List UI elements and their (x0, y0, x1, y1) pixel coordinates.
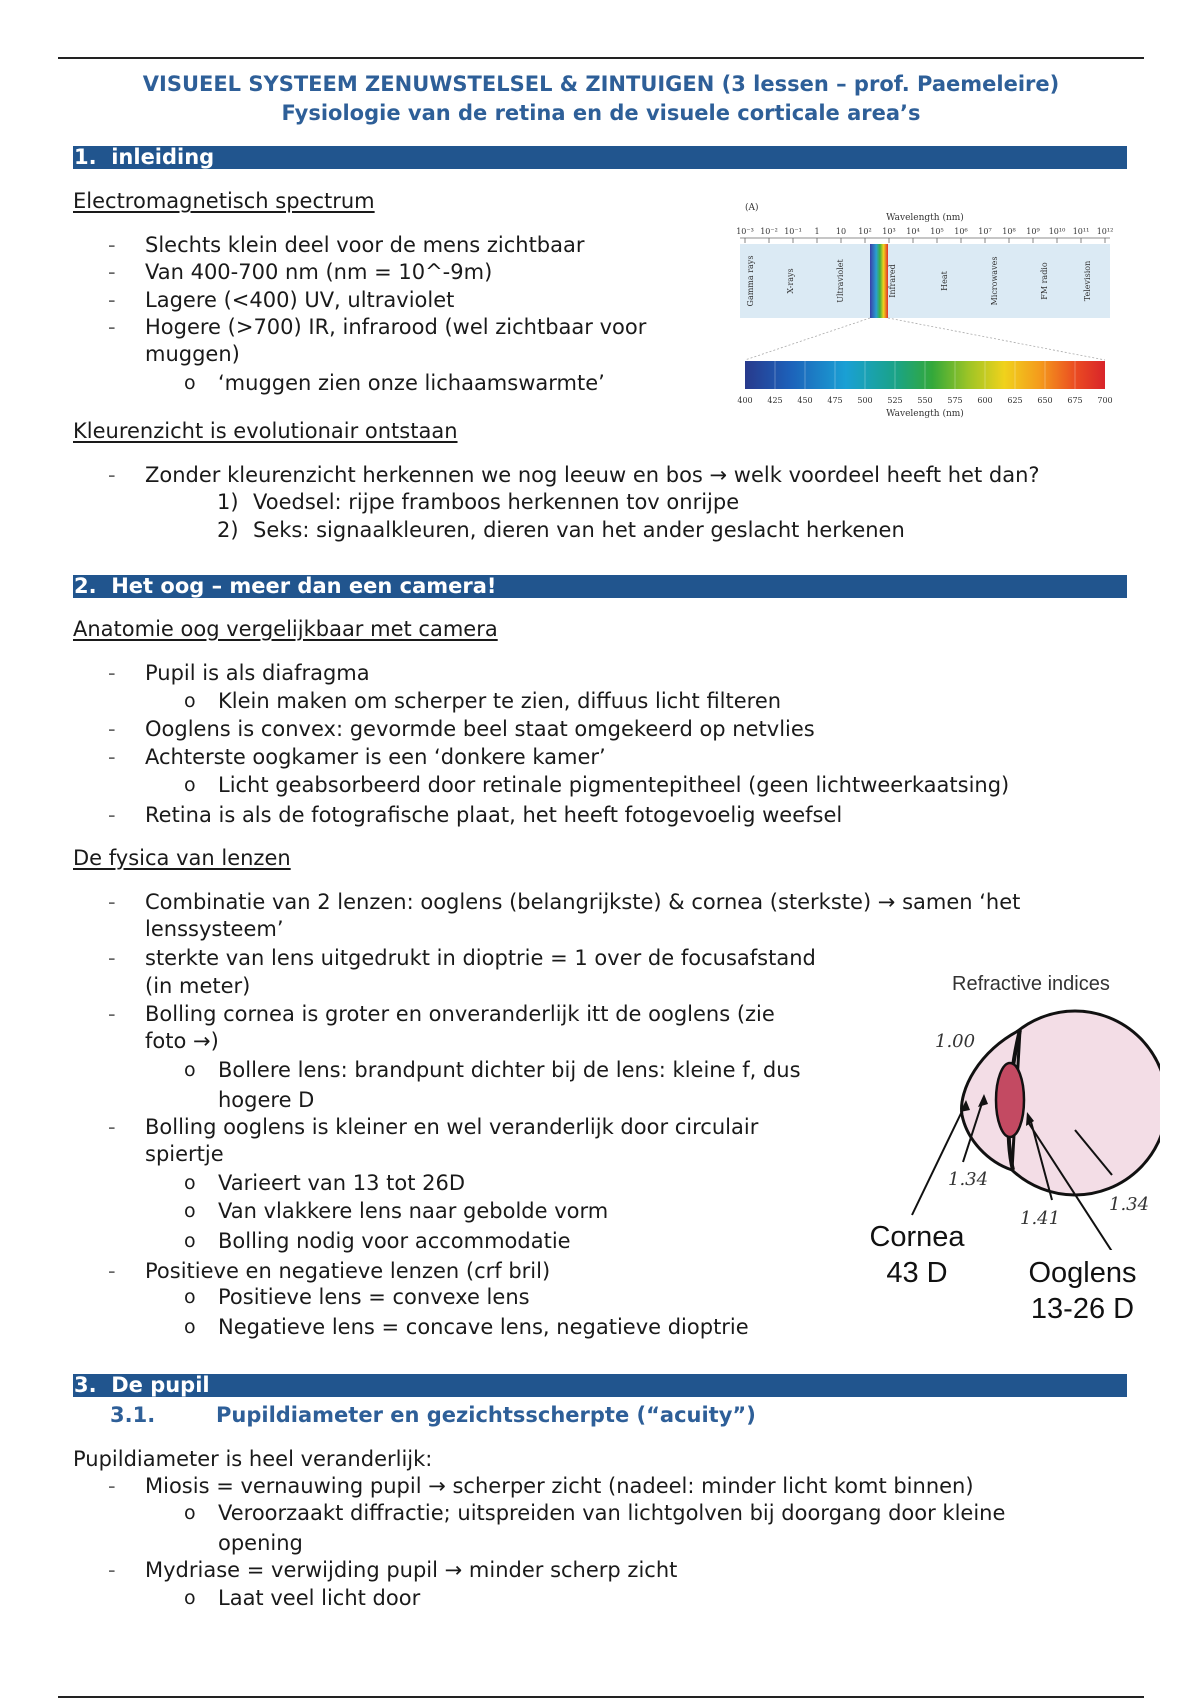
subsection-number: 3.1. (110, 1403, 156, 1427)
subsection-title: Pupildiameter en gezichtsscherpte (“acuity”) (216, 1403, 756, 1427)
numbered-item: 1) Voedsel: rijpe framboos herkennen tov onrijpe (217, 490, 740, 514)
band-label: Heat (940, 271, 949, 291)
band-label: Gamma rays (746, 255, 755, 307)
top-tick-label: 10⁵ (930, 227, 944, 236)
ooglens-label: Ooglens 13-26 D (1028, 1257, 1137, 1325)
section-2-bar (73, 575, 1127, 598)
sub-list-item: o Negatieve lens = concave lens, negatieve dioptrie (184, 1315, 749, 1339)
list-item: - Bolling ooglens is kleiner en wel veranderlijk door circulair (108, 1115, 759, 1139)
list-item: - Zonder kleurenzicht herkennen we nog leeuw en bos → welk voordeel heeft het dan? (108, 463, 1040, 487)
bottom-tick-label: 450 (797, 396, 813, 405)
list-item: - Combinatie van 2 lenzen: ooglens (belangrijkste) & cornea (sterkste) → samen ‘het (108, 890, 1021, 914)
bottom-tick-label: 575 (947, 396, 963, 405)
section-1-bar (73, 146, 1127, 169)
color-vision-heading: Kleurenzicht is evolutionair ontstaan (73, 419, 458, 443)
visible-strip (870, 244, 888, 318)
page-title: VISUEEL SYSTEEM ZENUWSTELSEL & ZINTUIGEN (3 lessen – prof. Paemeleire) (142, 72, 1060, 96)
bottom-tick-label: 400 (737, 396, 753, 405)
bottom-tick-label: 425 (767, 396, 783, 405)
lens-physics-heading: De fysica van lenzen (73, 846, 291, 870)
section-2-number: 2. (74, 574, 97, 598)
label-vitreous: 1.34 (1109, 1194, 1150, 1215)
list-item: - Slechts klein deel voor de mens zichtbaar (108, 233, 585, 257)
spectrum-band-background (740, 244, 1110, 318)
top-tick-label: 10⁶ (954, 227, 968, 236)
section-3-title: De pupil (111, 1373, 210, 1397)
bottom-tick-label: 650 (1037, 396, 1053, 405)
label-aqueous: 1.34 (948, 1169, 989, 1190)
bottom-rule (58, 1696, 1144, 1698)
list-item-continuation: (in meter) (145, 974, 251, 998)
cornea-label: Cornea 43 D (869, 1221, 965, 1289)
section-2-title: Het oog – meer dan een camera! (111, 574, 497, 598)
list-item: - Van 400-700 nm (nm = 10^-9m) (108, 260, 493, 284)
band-label: Microwaves (990, 256, 999, 306)
zoom-line-right (888, 318, 1105, 360)
list-item: - Achterste oogkamer is een ‘donkere kamer’ (108, 745, 606, 769)
sub-list-item: o Licht geabsorbeerd door retinale pigmentepitheel (geen lichtweerkaatsing) (184, 773, 1010, 797)
sub-list-item: o Varieert van 13 tot 26D (184, 1171, 466, 1195)
section-1-title: inleiding (111, 145, 215, 169)
top-tick-label: 10¹² (1096, 227, 1114, 236)
top-tick-label: 10⁹ (1026, 227, 1040, 236)
top-tick-label: 10⁴ (906, 227, 920, 236)
band-label: X-rays (786, 268, 795, 294)
bottom-tick-label: 700 (1097, 396, 1113, 405)
anatomy-heading: Anatomie oog vergelijkbaar met camera (73, 617, 498, 641)
list-item: - Pupil is als diafragma (108, 661, 370, 685)
sub-list-item: o ‘muggen zien onze lichaamswarmte’ (184, 371, 605, 395)
spectrum-bottom-axis-label: Wavelength (nm) (886, 409, 964, 419)
eye-figure-title: Refractive indices (952, 973, 1110, 995)
sub-list-item-continuation: opening (218, 1531, 303, 1555)
numbered-item: 2) Seks: signaalkleuren, dieren van het ander geslacht herkenen (217, 518, 905, 542)
top-tick-label: 1 (814, 227, 820, 236)
list-item: - Positieve en negatieve lenzen (crf bril) (108, 1259, 551, 1283)
top-tick-label: 10² (858, 227, 872, 236)
bottom-tick-label: 625 (1007, 396, 1023, 405)
list-item: - Mydriase = verwijding pupil → minder scherp zicht (108, 1558, 678, 1582)
top-tick-label: 10³ (882, 227, 896, 236)
crystalline-lens (996, 1063, 1024, 1137)
section-3-bar (73, 1374, 1127, 1397)
page-subtitle: Fysiologie van de retina en de visuele corticale area’s (281, 101, 921, 125)
bottom-tick-label: 525 (887, 396, 903, 405)
top-tick-label: 10¹¹ (1072, 227, 1090, 236)
label-lens-index: 1.41 (1020, 1208, 1061, 1229)
bottom-tick-label: 500 (857, 396, 873, 405)
section-1-number: 1. (74, 145, 97, 169)
list-item: - Ooglens is convex: gevormde beel staat omgekeerd op netvlies (108, 717, 815, 741)
list-item: - sterkte van lens uitgedrukt in dioptrie = 1 over de focusafstand (108, 946, 816, 970)
sub-list-item: o Bollere lens: brandpunt dichter bij de lens: kleine f, dus (184, 1058, 801, 1082)
spectrum-figure (735, 198, 1120, 420)
spectrum-top-axis-label: Wavelength (nm) (886, 213, 964, 223)
sub-list-item: o Veroorzaakt diffractie; uitspreiden van lichtgolven bij doorgang door kleine (184, 1501, 1006, 1525)
band-label: Television (1083, 260, 1092, 302)
list-item: - Bolling cornea is groter en onveranderlijk itt de ooglens (zie (108, 1002, 775, 1026)
sub-list-item: o Laat veel licht door (184, 1586, 421, 1610)
top-tick-label: 10⁸ (1002, 227, 1016, 236)
sub-list-item: o Klein maken om scherper te zien, diffuus licht filteren (184, 689, 782, 713)
bottom-tick-label: 550 (917, 396, 933, 405)
sub-list-item: o Van vlakkere lens naar gebolde vorm (184, 1199, 609, 1223)
list-item-continuation: muggen) (145, 342, 240, 366)
list-item: - Lagere (<400) UV, ultraviolet (108, 288, 455, 312)
band-label: FM radio (1040, 262, 1049, 300)
section-3-number: 3. (74, 1373, 97, 1397)
bottom-tick-label: 675 (1067, 396, 1083, 405)
zoom-line-left (745, 318, 870, 360)
top-tick-label: 10 (835, 227, 847, 236)
list-item: - Retina is als de fotografische plaat, het heeft fotogevoelig weefsel (108, 803, 843, 827)
spectrum-panel-label: (A) (745, 203, 759, 213)
label-air: 1.00 (935, 1031, 976, 1052)
list-item: - Hogere (>700) IR, infrarood (wel zichtbaar voor (108, 315, 647, 339)
spectrum-heading: Electromagnetisch spectrum (73, 189, 375, 213)
pupil-intro: Pupildiameter is heel veranderlijk: (73, 1447, 433, 1471)
bottom-tick-label: 600 (977, 396, 993, 405)
list-item-continuation: foto →) (145, 1029, 219, 1053)
list-item-continuation: spiertje (145, 1142, 224, 1166)
top-tick-label: 10⁷ (978, 227, 992, 236)
sub-list-item: o Positieve lens = convexe lens (184, 1285, 530, 1309)
sub-list-item: o Bolling nodig voor accommodatie (184, 1229, 571, 1253)
sub-list-item-continuation: hogere D (218, 1088, 315, 1112)
top-rule (58, 57, 1144, 59)
bottom-tick-label: 475 (827, 396, 843, 405)
band-label: Ultraviolet (836, 259, 845, 303)
top-tick-label: 10¹⁰ (1048, 227, 1066, 236)
band-label: Infrared (888, 264, 897, 298)
top-tick-label: 10⁻¹ (784, 227, 802, 236)
list-item-continuation: lenssysteem’ (145, 917, 284, 941)
list-item: - Miosis = vernauwing pupil → scherper zicht (nadeel: minder licht komt binnen) (108, 1474, 974, 1498)
top-tick-label: 10⁻² (760, 227, 778, 236)
top-tick-label: 10⁻³ (736, 227, 754, 236)
pointer-cornea (912, 1105, 965, 1215)
